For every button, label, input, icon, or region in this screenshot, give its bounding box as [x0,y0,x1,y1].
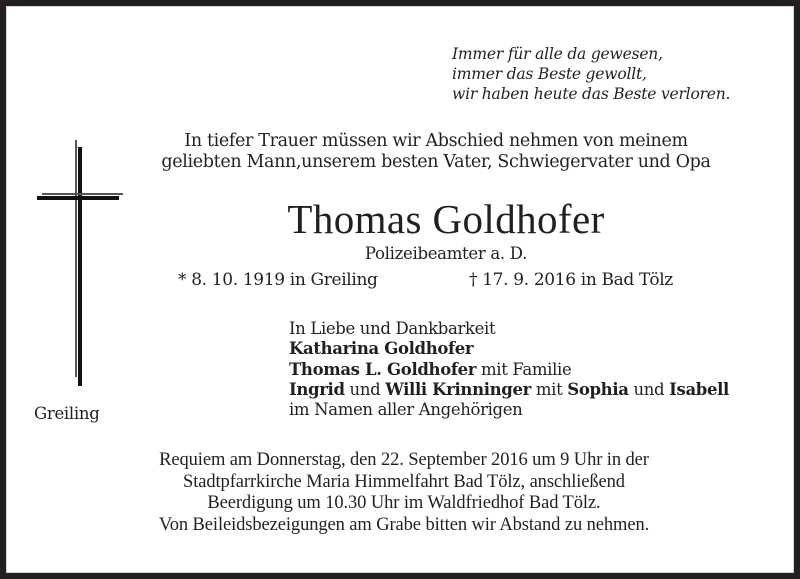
intro-line: geliebten Mann,unserem besten Vater, Schwiegervater und Opa [161,152,711,172]
cross-thin-horizontal-bar [42,193,123,195]
family-text: und [344,379,386,399]
mourner-name: Ingrid [289,379,345,399]
service-line: Requiem am Donnerstag, den 22. September 2016 um 9 Uhr in der [159,450,649,470]
family-text: und [628,379,670,399]
mourner-name: Sophia [567,379,629,399]
service-info [6,450,794,536]
intro-line: In tiefer Trauer müssen wir Abschied nehmen von meinem [184,131,688,151]
cross-thick-vertical-bar [78,147,82,386]
obituary-card [6,6,794,573]
family-line: In Liebe und Dankbarkeit [289,319,496,338]
memorial-quote [452,44,730,104]
mourner-name: Katharina Goldhofer [289,339,474,359]
mourner-name: Isabell [669,379,729,399]
family-text: mit Familie [476,359,572,379]
family-line [289,339,729,359]
deceased-name: Thomas Goldhofer [287,196,605,242]
family-text: mit [530,379,568,399]
mourner-name: Thomas L. Goldhofer [289,359,477,379]
service-line: Beerdigung um 10.30 Uhr im Waldfriedhof Bad Tölz. [207,493,601,513]
quote-line: Immer für alle da gewesen, [452,45,663,63]
intro-text [6,131,794,173]
birth-info: * 8. 10. 1919 in Greiling [178,270,378,290]
deceased-title: Polizeibeamter a. D. [364,244,528,263]
cross-thick-horizontal-bar [37,196,119,200]
death-info: † 17. 9. 2016 in Bad Tölz [469,270,673,290]
family-line [289,360,729,380]
service-line: Stadtpfarrkirche Maria Himmelfahrt Bad Tölz, anschließend [183,471,625,492]
place-label: Greiling [34,404,100,423]
family-line: im Namen aller Angehörigen [289,400,523,420]
family-line [289,380,729,400]
family-signatures [289,319,729,420]
quote-line: wir haben heute das Beste verloren. [452,85,731,103]
service-line: Von Beileidsbezeigungen am Grabe bitten wir Abstand zu nehmen. [158,514,650,535]
quote-line: immer das Beste gewollt, [452,65,647,83]
mourner-name: Willi Krinninger [385,379,531,399]
cross-thin-vertical-bar [75,140,77,377]
